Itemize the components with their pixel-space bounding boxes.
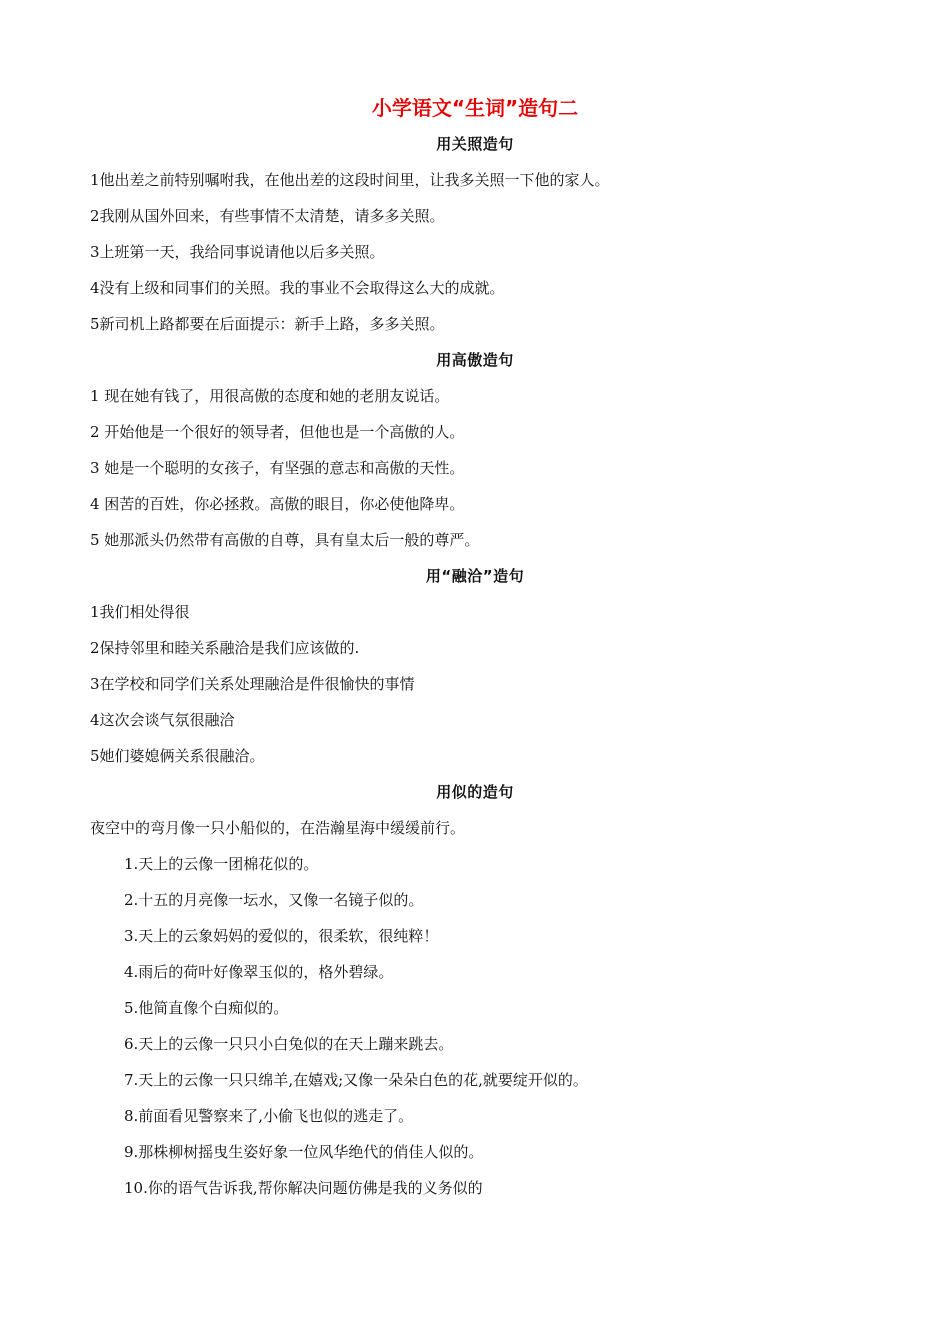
sentence-line: 7.天上的云像一只只绵羊,在嬉戏;又像一朵朵白色的花,就要绽开似的。 bbox=[124, 1071, 588, 1089]
sentence-line: 2 开始他是一个很好的领导者，但他也是一个高傲的人。 bbox=[90, 423, 465, 441]
section-heading: 用似的造句 bbox=[436, 783, 514, 801]
sentence-line: 10.你的语气告诉我,帮你解决问题仿佛是我的义务似的 bbox=[124, 1179, 483, 1197]
section-guanzhao bbox=[90, 134, 860, 350]
sentence-line: 9.那株柳树摇曳生姿好象一位风华绝代的俏佳人似的。 bbox=[124, 1143, 484, 1161]
intro-sentence: 夜空中的弯月像一只小船似的，在浩瀚星海中缓缓前行。 bbox=[90, 819, 466, 837]
sentence-line: 1 现在她有钱了，用很高傲的态度和她的老朋友说话。 bbox=[90, 387, 450, 405]
sentence-line: 5 她那派头仍然带有高傲的自尊，具有皇太后一般的尊严。 bbox=[90, 531, 480, 549]
section-heading: 用高傲造句 bbox=[436, 351, 514, 369]
sentence-line: 4没有上级和同事们的关照。我的事业不会取得这么大的成就。 bbox=[90, 279, 505, 297]
sentence-line: 3 她是一个聪明的女孩子，有坚强的意志和高傲的天性。 bbox=[90, 459, 465, 477]
document-title: 小学语文“生词”造句二 bbox=[371, 96, 579, 120]
sentence-line: 3.天上的云象妈妈的爱似的，很柔软，很纯粹！ bbox=[124, 927, 439, 945]
sentence-line: 3上班第一天，我给同事说请他以后多关照。 bbox=[90, 243, 385, 261]
sentence-line: 1他出差之前特别嘱咐我，在他出差的这段时间里，让我多关照一下他的家人。 bbox=[90, 171, 610, 189]
sentence-line: 3在学校和同学们关系处理融洽是件很愉快的事情 bbox=[90, 675, 415, 693]
sentence-line: 2我刚从国外回来，有些事情不太清楚，请多多关照。 bbox=[90, 207, 445, 225]
sentence-line: 2保持邻里和睦关系融洽是我们应该做的. bbox=[90, 639, 360, 657]
sentence-line: 6.天上的云像一只只小白兔似的在天上蹦来跳去。 bbox=[124, 1035, 454, 1053]
sentence-line: 1.天上的云像一团棉花似的。 bbox=[124, 855, 319, 873]
sentence-line: 4 困苦的百姓，你必拯救。高傲的眼目，你必使他降卑。 bbox=[90, 495, 465, 513]
sentence-line: 8.前面看见警察来了,小偷飞也似的逃走了。 bbox=[124, 1107, 414, 1125]
sentence-line: 5.他简直像个白痴似的。 bbox=[124, 999, 289, 1017]
section-side bbox=[90, 782, 860, 1214]
section-gaoao bbox=[90, 350, 860, 566]
sentence-line: 2.十五的月亮像一坛水，又像一名镜子似的。 bbox=[124, 891, 424, 909]
section-heading: 用关照造句 bbox=[436, 135, 514, 153]
sentence-line: 4这次会谈气氛很融洽 bbox=[90, 711, 235, 729]
sentence-line: 4.雨后的荷叶好像翠玉似的，格外碧绿。 bbox=[124, 963, 394, 981]
section-rongqia bbox=[90, 566, 860, 782]
sentence-line: 5新司机上路都要在后面提示：新手上路，多多关照。 bbox=[90, 315, 445, 333]
sentence-line: 5她们婆媳俩关系很融洽。 bbox=[90, 747, 265, 765]
section-heading: 用“融洽”造句 bbox=[425, 567, 525, 585]
sentence-line: 1我们相处得很 bbox=[90, 603, 190, 621]
